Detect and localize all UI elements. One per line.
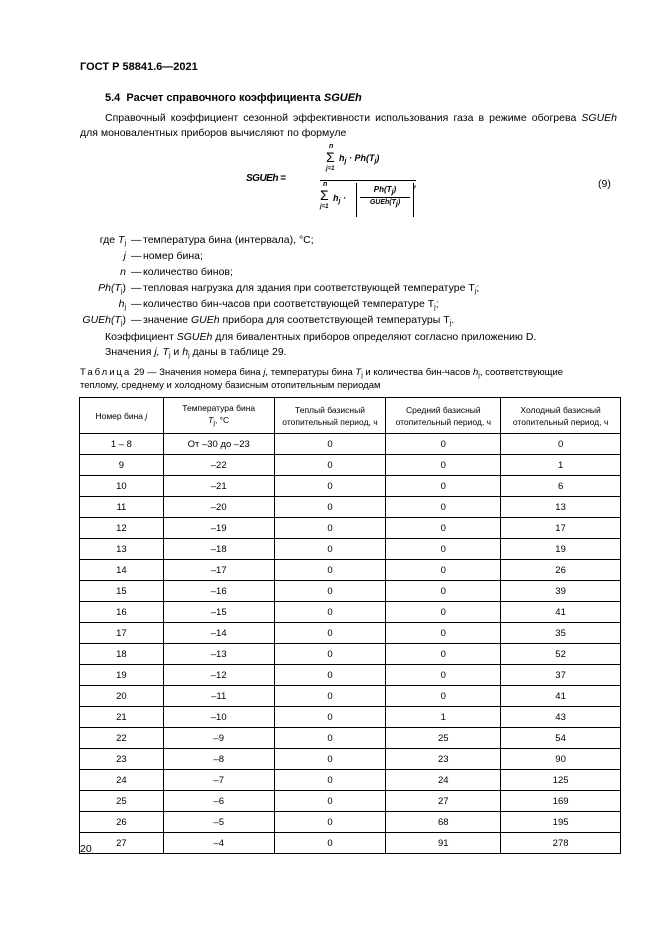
text: значение xyxy=(143,314,189,326)
where-label: где xyxy=(99,234,116,246)
paren: ) xyxy=(122,314,126,326)
bracket xyxy=(356,183,414,217)
table-cell: 54 xyxy=(501,728,621,749)
definition-item xyxy=(60,266,660,282)
sigma-icon: Σ xyxy=(326,149,335,165)
symbol: T xyxy=(208,414,214,425)
header-line1: Номер бина xyxy=(95,410,144,421)
table-cell: 9 xyxy=(80,455,164,476)
caption-label: Таблица xyxy=(80,367,132,378)
header-line2: , °С xyxy=(214,414,230,425)
symbol: GUEh(T xyxy=(82,314,121,326)
definition-item xyxy=(60,250,660,266)
paren: ) xyxy=(397,199,401,206)
table-cell: 0 xyxy=(274,455,386,476)
table-cell: 91 xyxy=(386,833,501,854)
table-cell: 0 xyxy=(274,434,386,455)
text: и xyxy=(173,346,180,358)
table-cell: 0 xyxy=(274,644,386,665)
table-cell: 0 xyxy=(386,434,501,455)
table-cell: 0 xyxy=(274,728,386,749)
header-line2: отопительный период, ч xyxy=(512,416,609,427)
table-cell: 1 xyxy=(501,455,621,476)
table-cell: 0 xyxy=(386,476,501,497)
table-cell: 0 xyxy=(386,602,501,623)
table-cell: 6 xyxy=(501,476,621,497)
table-cell: 0 xyxy=(274,770,386,791)
table-cell: 17 xyxy=(80,623,164,644)
note-line-1 xyxy=(105,331,536,343)
text: , соответствующие xyxy=(479,367,564,378)
symbol: h xyxy=(472,367,479,378)
table-cell: 22 xyxy=(80,728,164,749)
sub: j xyxy=(168,352,171,359)
table-cell: –7 xyxy=(163,770,274,791)
table-row xyxy=(80,497,621,518)
table-cell: –22 xyxy=(163,455,274,476)
symbol: n xyxy=(120,266,126,278)
table-cell: –4 xyxy=(163,833,274,854)
caption-number: 29 — xyxy=(133,367,157,378)
definition-text xyxy=(143,250,203,262)
sub: j xyxy=(120,320,123,327)
formula-denominator: n Σ j=1 $h_j$ · $Ph(T_j)$ $GUEh(T_j)$ , xyxy=(320,183,430,219)
table-cell: –5 xyxy=(163,812,274,833)
sum-bottom: j=1 xyxy=(326,166,335,172)
symbol: j, xyxy=(154,346,160,358)
table-cell: 19 xyxy=(80,665,164,686)
table-cell: 195 xyxy=(501,812,621,833)
column-header xyxy=(274,398,386,434)
definition-symbol xyxy=(100,234,126,247)
table-cell: 43 xyxy=(501,707,621,728)
table-row xyxy=(80,833,621,854)
symbol: SGUEh xyxy=(176,331,213,343)
table-cell: 0 xyxy=(274,707,386,728)
table-cell: 0 xyxy=(274,560,386,581)
symbol: T xyxy=(118,234,125,246)
table-cell: –18 xyxy=(163,539,274,560)
dash: — xyxy=(131,282,142,294)
text: температура бина (интервала), °С; xyxy=(143,234,314,246)
table-caption-line-2: теплому, среднему и холодному базисным отопительным периодам xyxy=(80,380,381,391)
punct: ; xyxy=(435,298,439,310)
table-cell: 0 xyxy=(274,539,386,560)
table-cell: 0 xyxy=(501,434,621,455)
table-cell: –16 xyxy=(163,581,274,602)
sub: j xyxy=(124,304,126,311)
inner-num: Ph(T xyxy=(373,185,392,194)
sub: j xyxy=(374,158,377,165)
definition-symbol xyxy=(119,298,126,311)
table-cell: 23 xyxy=(80,749,164,770)
dash: — xyxy=(131,266,142,278)
table-cell: 25 xyxy=(80,791,164,812)
sub: j xyxy=(120,288,123,295)
sub: j xyxy=(391,189,394,196)
table-cell: 0 xyxy=(386,455,501,476)
table-cell: 20 xyxy=(80,686,164,707)
table-cell: 0 xyxy=(386,560,501,581)
paren: ) xyxy=(376,153,380,163)
text: Коэффициент xyxy=(105,331,174,343)
intro-text: Справочный коэффициент сезонной эффективности использования газа в режиме обогрева xyxy=(105,112,577,124)
table-cell: 0 xyxy=(386,644,501,665)
table-cell: –13 xyxy=(163,644,274,665)
table-row xyxy=(80,812,621,833)
formula-9 xyxy=(240,145,450,220)
table-cell: –8 xyxy=(163,749,274,770)
table-cell: 0 xyxy=(274,812,386,833)
table-cell: 12 xyxy=(80,518,164,539)
sub: j xyxy=(213,419,215,427)
formula-lhs: SGUEh xyxy=(246,173,278,184)
table-cell: 26 xyxy=(80,812,164,833)
table-row xyxy=(80,665,621,686)
header-line1: Средний базисный xyxy=(405,404,481,415)
symbol: T xyxy=(355,367,362,378)
bin-table xyxy=(79,397,621,854)
dash: — xyxy=(131,314,142,326)
table-cell: 0 xyxy=(274,476,386,497)
symbol: Ph(T xyxy=(98,282,121,294)
dash: — xyxy=(131,298,142,310)
formula-number: (9) xyxy=(598,178,611,190)
section-title: Расчет справочного коэффициента xyxy=(126,92,321,104)
sub: j xyxy=(474,288,477,295)
definition-text xyxy=(143,234,314,246)
text: Значения xyxy=(105,346,152,358)
table-cell: 90 xyxy=(501,749,621,770)
table-cell: 23 xyxy=(386,749,501,770)
formula-eq: = xyxy=(280,173,286,184)
table-cell: 35 xyxy=(501,623,621,644)
table-row xyxy=(80,434,621,455)
table-cell: 0 xyxy=(386,497,501,518)
table-cell: –10 xyxy=(163,707,274,728)
definition-item xyxy=(60,298,660,314)
text: и количества бин-часов xyxy=(365,367,471,378)
table-row xyxy=(80,455,621,476)
table-cell: 19 xyxy=(501,539,621,560)
table-cell: 26 xyxy=(501,560,621,581)
table-cell: 27 xyxy=(80,833,164,854)
table-row xyxy=(80,770,621,791)
table-cell: 0 xyxy=(274,581,386,602)
header-line1: Теплый базисный xyxy=(295,404,365,415)
header-line1: Температура бина xyxy=(182,402,256,413)
column-header xyxy=(501,398,621,434)
text: Значения номера бина xyxy=(159,367,261,378)
text: номер бина; xyxy=(143,250,203,262)
table-cell: –14 xyxy=(163,623,274,644)
sub: j xyxy=(478,372,480,379)
table-row xyxy=(80,749,621,770)
den-h: h xyxy=(333,193,339,203)
punct: ; xyxy=(476,282,480,294)
table-row xyxy=(80,623,621,644)
table-row xyxy=(80,476,621,497)
table-cell: От –30 до –23 xyxy=(163,434,274,455)
definition-item xyxy=(60,282,660,298)
table-cell: 0 xyxy=(274,749,386,770)
definition-symbol xyxy=(82,314,126,327)
table-cell: 0 xyxy=(274,791,386,812)
dash: — xyxy=(131,234,142,246)
document-id: ГОСТ Р 58841.6—2021 xyxy=(80,61,198,73)
table-cell: 27 xyxy=(386,791,501,812)
table-cell: 41 xyxy=(501,602,621,623)
table-cell: 0 xyxy=(386,518,501,539)
table-row xyxy=(80,560,621,581)
intro-symbol: SGUEh xyxy=(581,112,618,124)
table-cell: 0 xyxy=(274,623,386,644)
table-cell: 169 xyxy=(501,791,621,812)
sub: j xyxy=(434,304,436,311)
symbol: j xyxy=(145,410,148,421)
symbol: j xyxy=(123,250,126,262)
table-cell: 0 xyxy=(274,665,386,686)
table-cell: 0 xyxy=(274,833,386,854)
table-cell: 52 xyxy=(501,644,621,665)
definition-text xyxy=(143,282,479,295)
punct: . xyxy=(451,314,455,326)
column-header xyxy=(386,398,501,434)
table-cell: 0 xyxy=(386,539,501,560)
table-row xyxy=(80,791,621,812)
table-cell: 15 xyxy=(80,581,164,602)
header-line2: отопительный период, ч xyxy=(395,416,491,427)
text: количество бин-часов при соответствующей температуре T xyxy=(143,298,435,310)
table-cell: 13 xyxy=(80,539,164,560)
table-row xyxy=(80,686,621,707)
sum-bottom: j=1 xyxy=(320,204,329,210)
text: прибора для соответствующей температуры T xyxy=(222,314,450,326)
symbol: T xyxy=(162,346,169,358)
sub: j xyxy=(395,201,398,208)
sub: j xyxy=(449,320,452,327)
table-cell: –12 xyxy=(163,665,274,686)
table-cell: –20 xyxy=(163,497,274,518)
table-cell: 0 xyxy=(386,665,501,686)
column-header xyxy=(80,398,164,434)
table-cell: 39 xyxy=(501,581,621,602)
definition-symbol xyxy=(124,250,126,262)
formula-numerator: n Σ j=1 $h_j \cdot Ph(T_j)$ xyxy=(326,143,380,172)
fraction-bar xyxy=(320,180,416,181)
table-cell: –15 xyxy=(163,602,274,623)
definition-item xyxy=(60,314,660,330)
sub: j xyxy=(344,158,347,165)
table-cell: 0 xyxy=(386,686,501,707)
text: температуры бина xyxy=(270,367,353,378)
table-header-row xyxy=(80,398,621,434)
table-cell: 37 xyxy=(501,665,621,686)
table-cell: –9 xyxy=(163,728,274,749)
table-cell: 0 xyxy=(386,623,501,644)
symbol: j, xyxy=(263,367,269,378)
sigma-icon: Σ xyxy=(320,187,329,203)
intro-text-after: для моновалентных приборов вычисляют по формуле xyxy=(80,127,347,139)
table-cell: 0 xyxy=(274,686,386,707)
table-cell: 17 xyxy=(501,518,621,539)
table-cell: 41 xyxy=(501,686,621,707)
sum-top: n xyxy=(323,181,328,188)
page-number: 20 xyxy=(80,843,92,855)
table-cell: 0 xyxy=(386,581,501,602)
intro-paragraph xyxy=(80,111,617,141)
table-cell: 11 xyxy=(80,497,164,518)
table-cell: 1 – 8 xyxy=(80,434,164,455)
num-func: Ph(T xyxy=(354,153,375,163)
text: тепловая нагрузка для здания при соответствующей температуре T xyxy=(143,282,475,294)
text: для бивалентных приборов определяют согласно приложению D. xyxy=(215,331,537,343)
section-heading xyxy=(105,92,362,104)
table-cell: 24 xyxy=(386,770,501,791)
symbol: h xyxy=(182,346,189,358)
num-h: h xyxy=(339,153,345,163)
definition-text xyxy=(143,298,439,311)
symbol: h xyxy=(118,298,125,310)
sub: j xyxy=(361,372,363,379)
definition-text xyxy=(143,314,454,327)
definition-text xyxy=(143,266,233,278)
sub: j xyxy=(188,352,190,359)
table-cell: 1 xyxy=(386,707,501,728)
paren: ) xyxy=(393,185,397,194)
sub: j xyxy=(124,240,126,247)
table-cell: –11 xyxy=(163,686,274,707)
table-row xyxy=(80,728,621,749)
sum-top: n xyxy=(329,143,334,150)
table-cell: –21 xyxy=(163,476,274,497)
table-row xyxy=(80,707,621,728)
table-cell: 18 xyxy=(80,644,164,665)
header-line1: Холодный базисный xyxy=(520,404,601,415)
table-row xyxy=(80,581,621,602)
table-cell: 21 xyxy=(80,707,164,728)
table-caption xyxy=(80,367,563,379)
table-row xyxy=(80,602,621,623)
table-cell: 125 xyxy=(501,770,621,791)
table-row xyxy=(80,539,621,560)
paren: ) xyxy=(122,282,126,294)
table-cell: –6 xyxy=(163,791,274,812)
section-symbol: SGUEh xyxy=(323,92,362,104)
definition-item xyxy=(60,234,660,250)
symbol: GUEh xyxy=(190,314,220,326)
table-cell: 0 xyxy=(274,518,386,539)
table-row xyxy=(80,644,621,665)
table-cell: 14 xyxy=(80,560,164,581)
table-cell: 68 xyxy=(386,812,501,833)
table-cell: 24 xyxy=(80,770,164,791)
table-cell: 0 xyxy=(274,602,386,623)
table-cell: –19 xyxy=(163,518,274,539)
section-number: 5.4 xyxy=(105,92,121,104)
table-cell: 16 xyxy=(80,602,164,623)
text: даны в таблице 29. xyxy=(192,346,287,358)
text: количество бинов; xyxy=(143,266,233,278)
column-header xyxy=(163,398,274,434)
table-cell: 10 xyxy=(80,476,164,497)
table-cell: 0 xyxy=(274,497,386,518)
definition-symbol xyxy=(98,282,126,295)
inner-den: GUEh(T xyxy=(369,199,396,206)
table-cell: –17 xyxy=(163,560,274,581)
note-line-2 xyxy=(105,346,287,359)
header-line2: отопительный период, ч xyxy=(282,416,378,427)
definition-symbol xyxy=(120,266,126,278)
table-cell: 25 xyxy=(386,728,501,749)
table-cell: 278 xyxy=(501,833,621,854)
table-cell: 13 xyxy=(501,497,621,518)
sub: j xyxy=(338,198,341,205)
dash: — xyxy=(131,250,142,262)
table-row xyxy=(80,518,621,539)
